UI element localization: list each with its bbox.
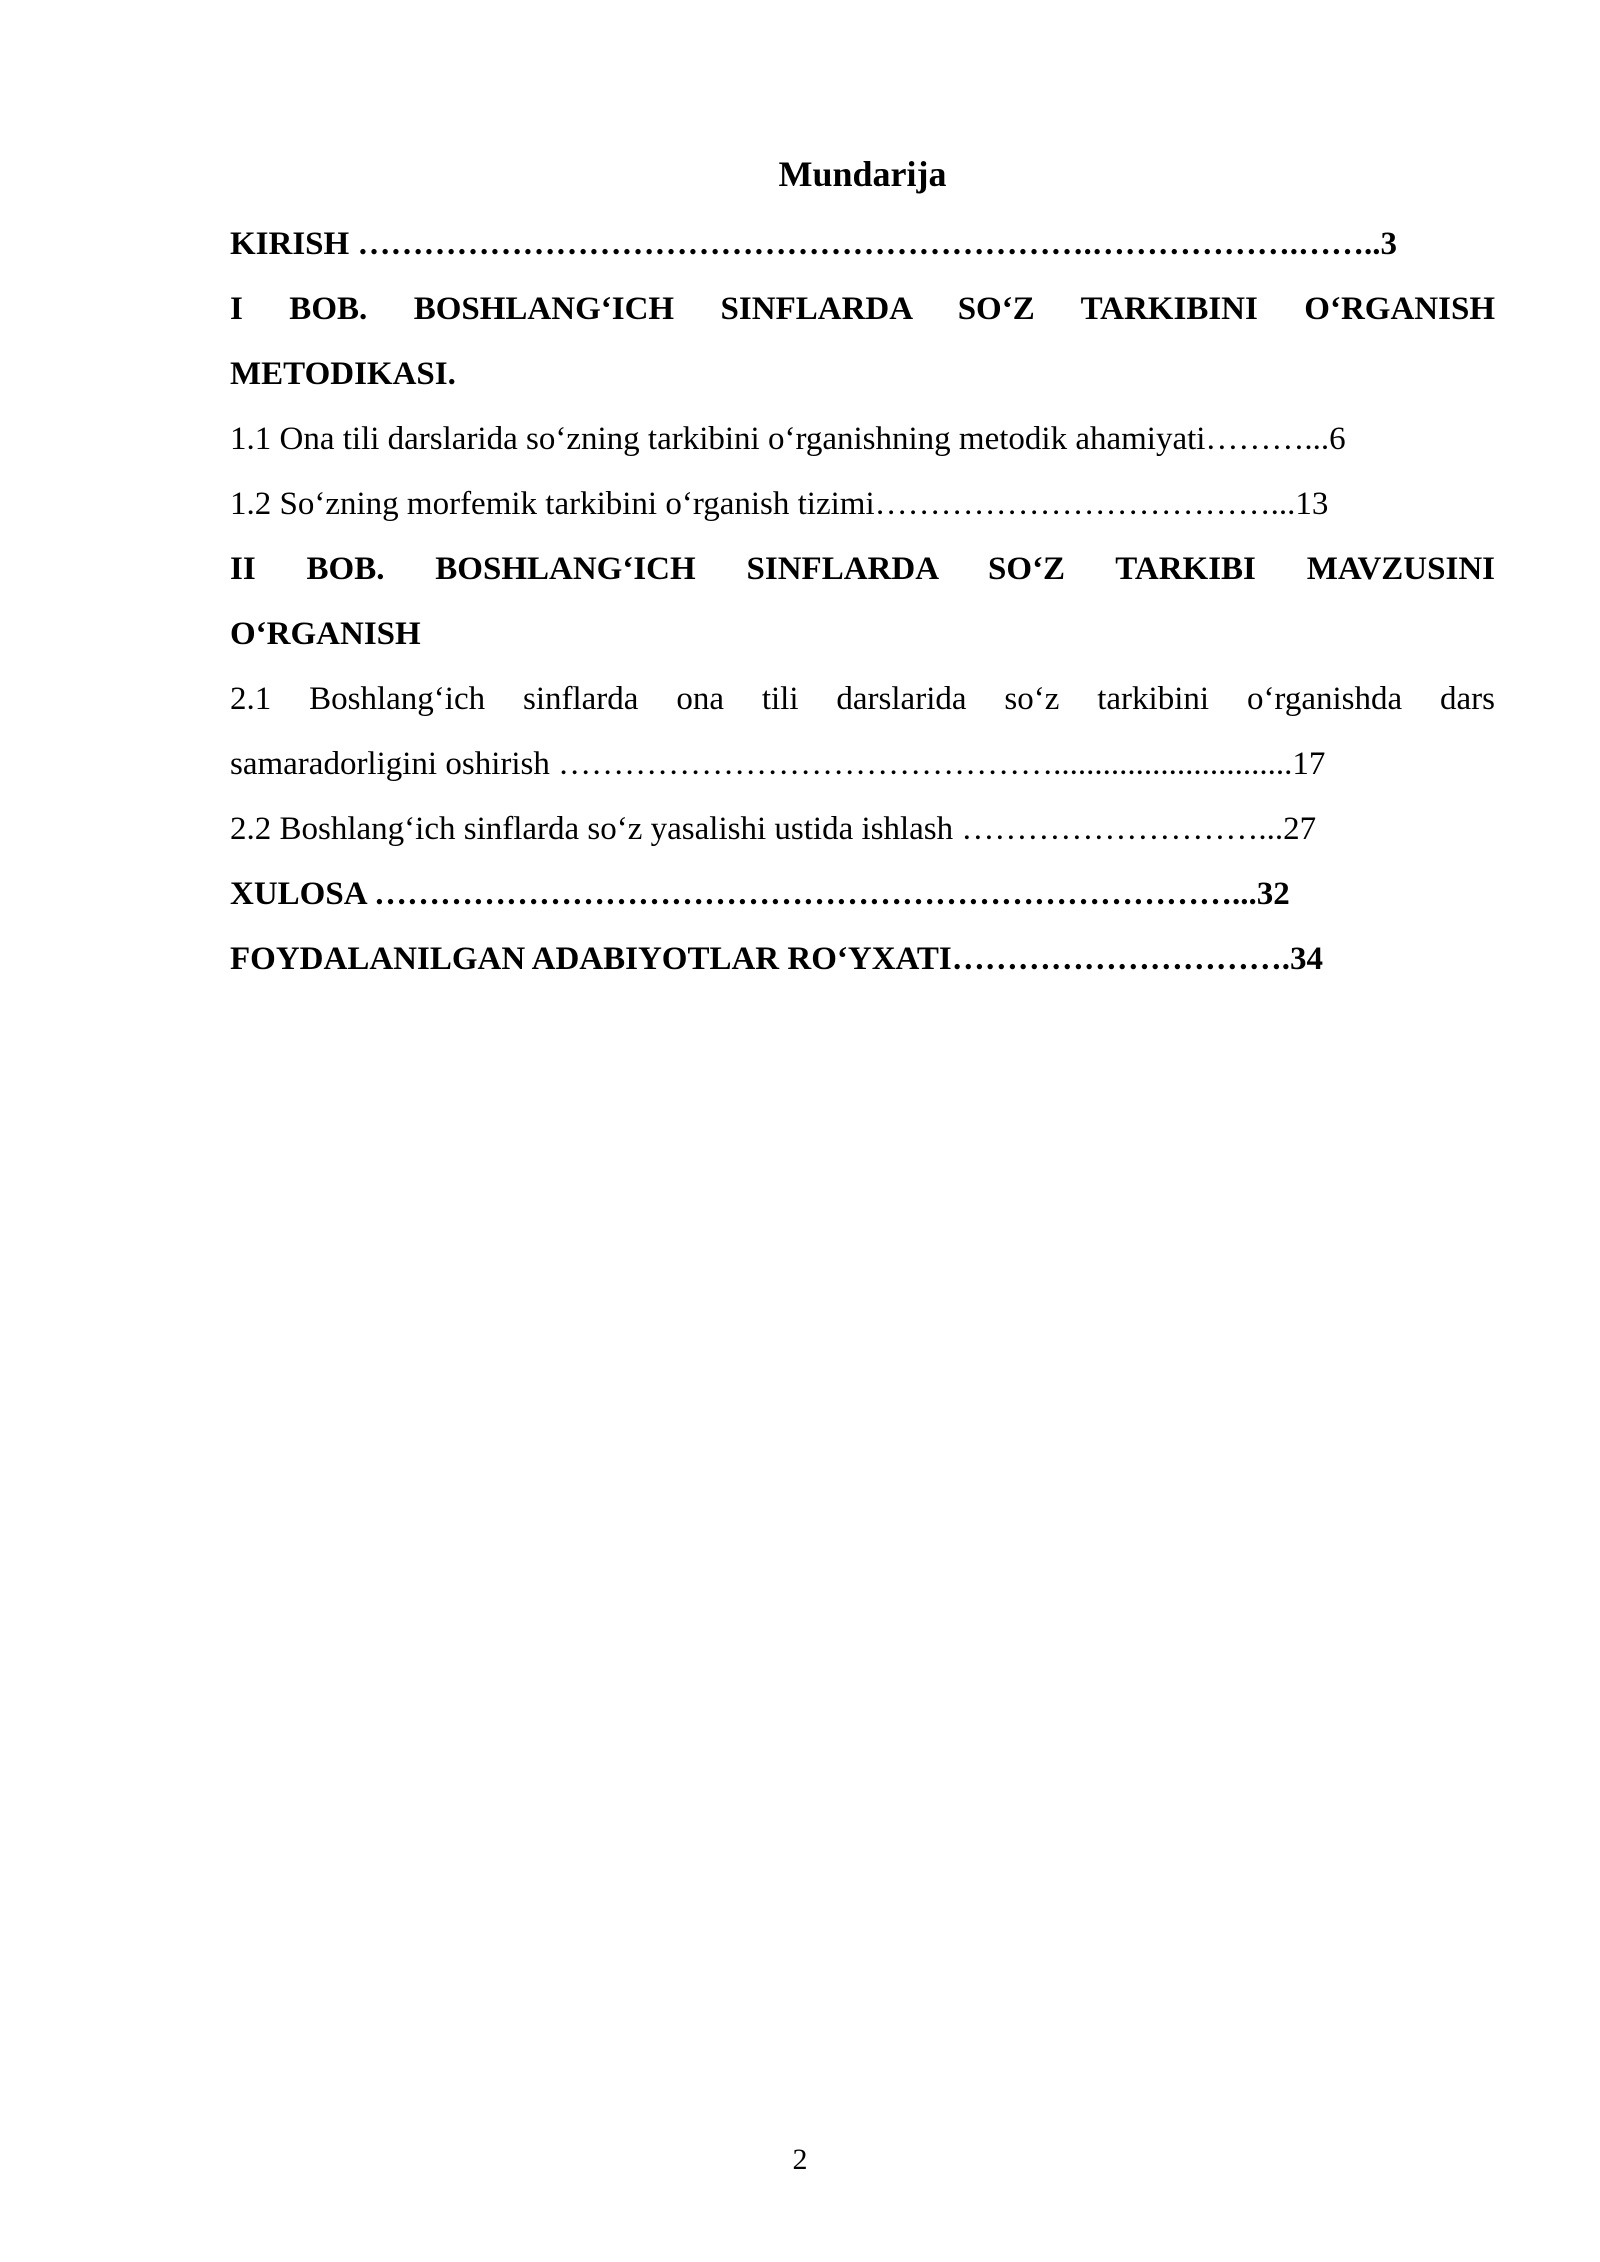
page-title: Mundarija [778, 154, 947, 194]
toc-chapter-2-heading-cont: O‘RGANISH [230, 616, 421, 652]
toc-chapter-1-heading: I BOB. BOSHLANG‘ICH SINFLARDA SO‘Z TARKIBINI O‘RGANISH [230, 291, 1495, 327]
toc-chapter-2-heading: II BOB. BOSHLANG‘ICH SINFLARDA SO‘Z TARKIBI MAVZUSINI [230, 551, 1495, 587]
toc-entry-section-1-1: 1.1 Ona tili darslarida so‘zning tarkibini o‘rganishning metodik ahamiyati………...6 [230, 421, 1346, 457]
toc-entry-adabiyotlar: FOYDALANILGAN ADABIYOTLAR RO‘YXATI………………………….34 [230, 941, 1324, 977]
toc-entry-kirish: KIRISH ………………………………………………………….……………….……..3 [230, 226, 1397, 262]
toc-entry-section-2-1: 2.1 Boshlang‘ich sinflarda ona tili darslarida so‘z tarkibini o‘rganishda dars [230, 681, 1495, 717]
toc-entry-section-2-1-cont: samaradorligini oshirish ……………………………………….............................17 [230, 746, 1326, 782]
toc-entry-section-1-2: 1.2 So‘zning morfemik tarkibini o‘rganish tizimi………………………………...13 [230, 486, 1329, 522]
toc-entry-xulosa: XULOSA ……………………………………………………………………...32 [230, 876, 1290, 912]
page-number: 2 [792, 2143, 808, 2176]
toc-chapter-1-heading-cont: METODIKASI. [230, 356, 456, 392]
toc-entry-section-2-2: 2.2 Boshlang‘ich sinflarda so‘z yasalishi ustida ishlash ………………………...27 [230, 811, 1317, 847]
table-of-contents [230, 212, 1495, 992]
